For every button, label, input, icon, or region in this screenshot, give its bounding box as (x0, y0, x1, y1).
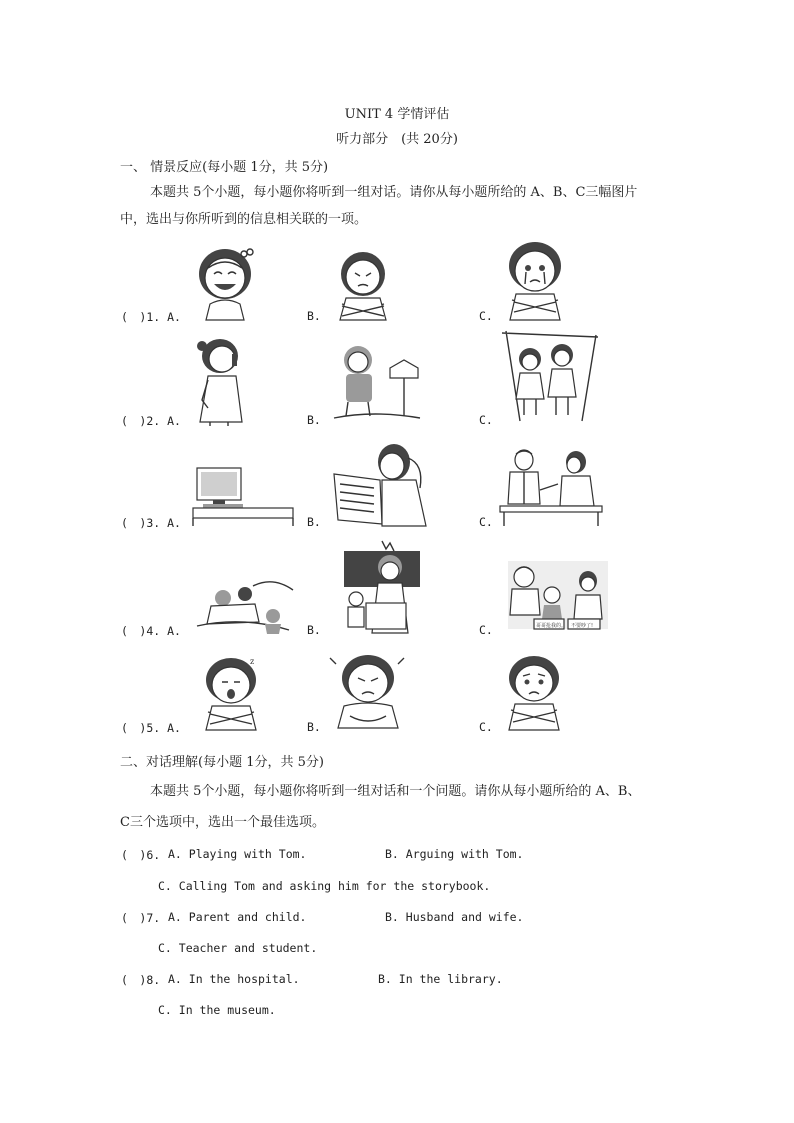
q8-option-b: B. In the library. (378, 972, 503, 986)
q4-option-c: C. (479, 623, 493, 637)
computer-desk-icon (193, 466, 295, 526)
page-subtitle: 听力部分 (共 20分) (336, 132, 458, 147)
page-title: UNIT 4 学情评估 (344, 107, 450, 122)
section1-instruction-line1: 本题共 5个小题，每小题你将听到一组对话。请你从每小题所给的 A、B、C三幅图片 (150, 185, 638, 200)
worried-girl-icon (503, 652, 565, 730)
q5-option-b: B. (307, 720, 321, 734)
q1-option-b: B. (307, 309, 321, 323)
section1-instruction-line2: 中，选出与你所听到的信息相关联的一项。 (120, 212, 368, 227)
svg-text:z: z (250, 657, 255, 666)
q2-option-b: B. (307, 413, 321, 427)
q6-option-a: A. Playing with Tom. (168, 847, 307, 861)
q7-option-a: A. Parent and child. (168, 910, 307, 924)
q4-label: ( )4. A. (121, 624, 181, 638)
q6-option-c: C. Calling Tom and asking him for the storybook. (158, 879, 491, 893)
q1-label: ( )1. A. (121, 310, 181, 324)
q2-label: ( )2. A. (121, 414, 181, 428)
section1-heading: 一、 情景反应(每小题 1分，共 5分) (120, 160, 329, 175)
arms-crossed-girl-icon (334, 248, 392, 320)
q3-option-b: B. (307, 515, 321, 529)
q5-label: ( )5. A. (121, 721, 181, 735)
q7-label: ( )7. (121, 911, 161, 925)
q6-label: ( )6. (121, 848, 161, 862)
q1-option-c: C. (479, 309, 493, 323)
section2-heading: 二、对话理解(每小题 1分，共 5分) (120, 755, 324, 770)
angry-teacher-icon (344, 541, 422, 635)
speech-bubble-1: 哥哥抢我的。 (536, 623, 567, 629)
q2-option-c: C. (479, 413, 493, 427)
speech-bubble-2: 不要吵了! (571, 623, 594, 629)
q4-option-b: B. (307, 623, 321, 637)
q7-option-b: B. Husband and wife. (385, 910, 524, 924)
girl-on-phone-icon (190, 336, 250, 426)
section2-instruction-line2: C三个选项中，选出一个最佳选项。 (120, 815, 325, 830)
q7-option-c: C. Teacher and student. (158, 941, 318, 955)
q8-option-c: C. In the museum. (158, 1003, 276, 1017)
laughing-girl-icon (190, 244, 260, 320)
family-picnic-icon (193, 576, 295, 634)
section2-instruction-line1: 本题共 5个小题，每小题你将听到一组对话和一个问题。请你从每小题所给的 A、B、 (150, 784, 641, 799)
girl-reading-newspaper-icon (334, 440, 434, 526)
girl-at-mailbox-icon (334, 342, 420, 422)
q3-label: ( )3. A. (121, 516, 181, 530)
angry-girl-icon (328, 650, 408, 730)
two-girls-icon (500, 331, 600, 423)
crying-girl-icon (504, 238, 566, 320)
q3-option-c: C. (479, 515, 493, 529)
q6-option-b: B. Arguing with Tom. (385, 847, 524, 861)
q5-option-c: C. (479, 720, 493, 734)
q8-label: ( )8. (121, 973, 161, 987)
arguing-family-icon (508, 561, 608, 633)
office-meeting-icon (500, 448, 602, 526)
q8-option-a: A. In the hospital. (168, 972, 300, 986)
sleepy-girl-icon (200, 654, 262, 730)
